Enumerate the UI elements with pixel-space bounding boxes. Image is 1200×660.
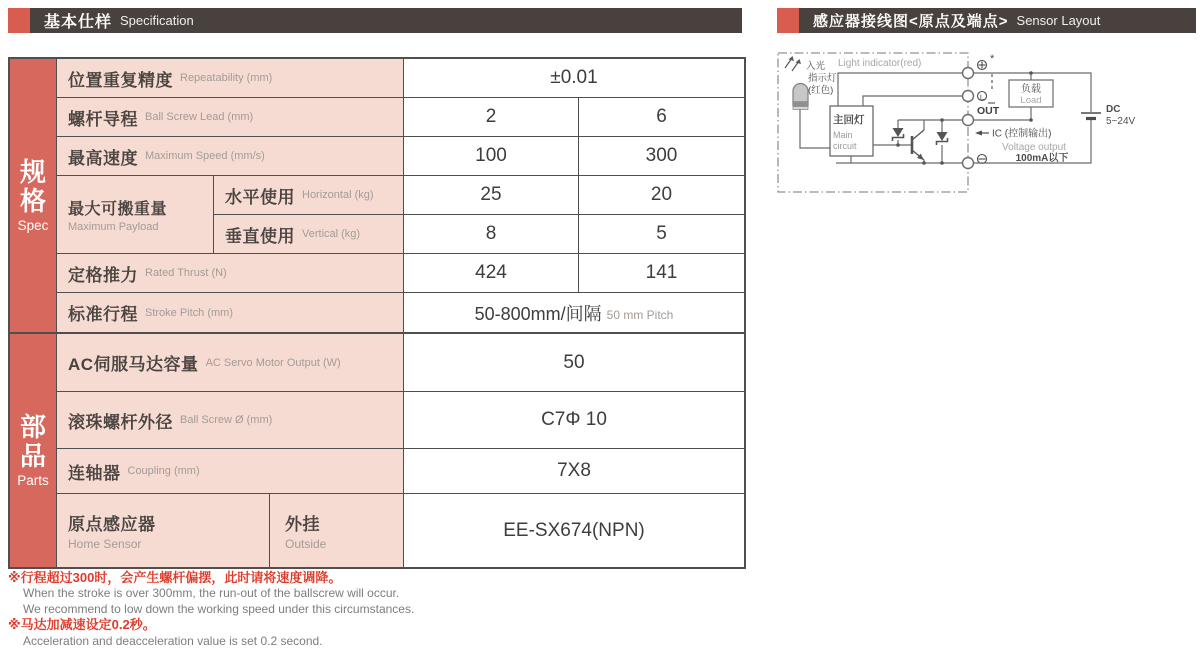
wiring-diagram-svg [776, 50, 1200, 206]
table-row [57, 98, 744, 137]
accent-square [777, 8, 799, 33]
label-en: Ball Screw Lead (mm) [145, 111, 254, 123]
label-zh: 标准行程 [68, 305, 138, 324]
label-zh: 螺杆导程 [68, 109, 138, 129]
cell-value: C7Φ 10 [404, 392, 744, 448]
label-zh: 定格推力 [68, 265, 138, 285]
label-en: Horizontal (kg) [302, 189, 374, 201]
table-row [57, 494, 744, 567]
spec-header-bar [30, 8, 742, 33]
row-label [57, 137, 404, 175]
row-label [57, 449, 404, 493]
footnotes [8, 570, 728, 649]
cell-value: 50 [404, 334, 744, 391]
cell-value: 424 [404, 254, 579, 292]
sub-row [214, 214, 744, 253]
row-label [57, 98, 404, 136]
row-label [57, 494, 270, 567]
label-zh: 外挂 [285, 515, 320, 534]
row-label [57, 254, 404, 292]
ic-output-label [975, 127, 1051, 140]
sub-label [270, 494, 404, 567]
row-label [57, 176, 214, 253]
load-label-en: Load [1020, 95, 1042, 106]
table-row [57, 293, 744, 332]
out-terminal-label: OUT [977, 105, 1000, 117]
label-en: Vertical (kg) [302, 228, 361, 240]
cell-value: 300 [579, 137, 744, 175]
junction-dot [1029, 118, 1033, 122]
table-row [57, 449, 744, 494]
label-zh: 垂直使用 [225, 226, 295, 246]
parts-group-section [10, 332, 744, 567]
table-row [57, 137, 744, 176]
l-terminal-symbol [978, 92, 996, 104]
note-en: When the stroke is over 300mm, the run-out of the ballscrew will occur. [23, 586, 400, 601]
accent-square [8, 8, 30, 33]
group-label-en: Parts [17, 472, 49, 488]
svg-text:IC (控制输出): IC (控制输出) [992, 128, 1052, 140]
main-circuit-en2: circuit [833, 141, 857, 151]
led-indicator-icon [792, 84, 808, 110]
row-label [57, 293, 404, 332]
label-zh: 滚珠螺杆外径 [68, 412, 173, 432]
transistor-icon [912, 130, 924, 160]
label-en: Home Sensor [68, 537, 142, 551]
junction-dot [940, 161, 944, 165]
note-en: Acceleration and deacceleration value is set 0.2 second. [23, 633, 323, 648]
sensor-title-en: Sensor Layout [1016, 13, 1101, 28]
table-row [57, 59, 744, 98]
sub-label [214, 176, 404, 214]
label-en: Maximum Speed (mm/s) [145, 150, 265, 162]
cell-value: 7X8 [404, 449, 744, 493]
minus-terminal-symbol [978, 155, 987, 164]
label-zh: 最高速度 [68, 148, 138, 168]
group-header-parts [10, 334, 57, 567]
sensor-title-zh: 感应器接线图<原点及端点> [813, 13, 1009, 30]
cell-value [404, 293, 744, 332]
row-label [57, 59, 404, 97]
table-row [57, 334, 744, 392]
note-zh: ※马达加减速设定0.2秒。 [8, 617, 156, 633]
led-label-zh-2: 指示灯 [808, 73, 837, 84]
zener-diode-icon [937, 132, 948, 145]
label-zh: 连轴器 [68, 463, 121, 483]
label-en: Ball Screw Ø (mm) [180, 414, 273, 426]
load-label-zh: 负载 [1021, 84, 1041, 95]
label-zh: 位置重复精度 [68, 70, 173, 90]
zener-diode-icon [893, 128, 904, 141]
label-en: AC Servo Motor Output (W) [205, 356, 341, 369]
voltage-output-label: Voltage output [1002, 142, 1066, 153]
cell-value: 100 [404, 137, 579, 175]
dc-label-1: DC [1106, 104, 1121, 115]
cell-value: 25 [404, 176, 579, 214]
label-en: Coupling (mm) [127, 465, 200, 477]
plus-terminal-note: * [990, 53, 995, 65]
note-en: We recommend to low down the working speed under this circumstances. [23, 601, 415, 616]
incident-light-arrows [785, 56, 801, 71]
cell-value: 2 [404, 98, 579, 136]
junction-dot [940, 118, 944, 122]
main-circuit-en1: Main [833, 130, 853, 140]
main-circuit-zh: 主回灯 [833, 114, 865, 126]
group-label-zh: 部品 [19, 412, 46, 471]
cell-value: ±0.01 [404, 59, 744, 97]
junction-dot [1029, 71, 1033, 75]
cell-value: EE-SX674(NPN) [404, 494, 744, 567]
sensor-wiring-diagram [776, 50, 1200, 211]
table-row [57, 176, 744, 254]
spec-group-section [10, 59, 744, 332]
group-label-en: Spec [17, 217, 49, 233]
junction-dot [896, 143, 900, 147]
table-row [57, 254, 744, 293]
plus-terminal-symbol [978, 61, 987, 70]
label-en: Outside [285, 537, 327, 551]
group-label-zh: 规格 [19, 157, 46, 216]
cell-value: 5 [579, 215, 744, 253]
current-limit-label: 100mA以下 [1015, 153, 1069, 164]
label-zh: 最大可搬重量 [68, 201, 168, 218]
note-zh: ※行程超过300时，会产生螺杆偏摆，此时请将速度调降。 [8, 570, 342, 585]
sensor-section-header [777, 8, 1196, 33]
label-en: Stroke Pitch (mm) [145, 306, 234, 319]
battery-icon [1081, 113, 1101, 119]
cell-value: 6 [579, 98, 744, 136]
sub-label [214, 215, 404, 253]
led-label-zh-3: (红色) [808, 85, 834, 96]
sensor-header-bar [799, 8, 1196, 33]
sub-row [214, 176, 744, 214]
spec-title-zh: 基本仕样 [44, 14, 113, 31]
value-main: 50-800mm/间隔 [474, 303, 602, 324]
cell-value: 8 [404, 215, 579, 253]
junction-dot [922, 161, 926, 165]
label-en: Repeatability (mm) [180, 72, 273, 84]
row-label [57, 392, 404, 448]
dc-label-2: 5~24V [1106, 116, 1136, 127]
spec-table [8, 57, 746, 569]
value-sub: 50 mm Pitch [606, 307, 674, 322]
label-zh: AC伺服马达容量 [68, 355, 199, 374]
led-label-zh-1: 入光 [806, 61, 826, 72]
label-zh: 原点感应器 [68, 515, 156, 534]
cell-value: 141 [579, 254, 744, 292]
svg-text:L: L [979, 92, 985, 102]
table-row [57, 392, 744, 449]
label-en: Maximum Payload [68, 221, 159, 233]
group-header-spec [10, 59, 57, 332]
spec-title-en: Specification [120, 13, 194, 28]
spec-section-header [8, 8, 742, 33]
cell-value: 20 [579, 176, 744, 214]
label-en: Rated Thrust (N) [145, 267, 227, 279]
label-zh: 水平使用 [225, 187, 295, 207]
row-label [57, 334, 404, 391]
led-label-en: Light indicator(red) [838, 58, 922, 69]
